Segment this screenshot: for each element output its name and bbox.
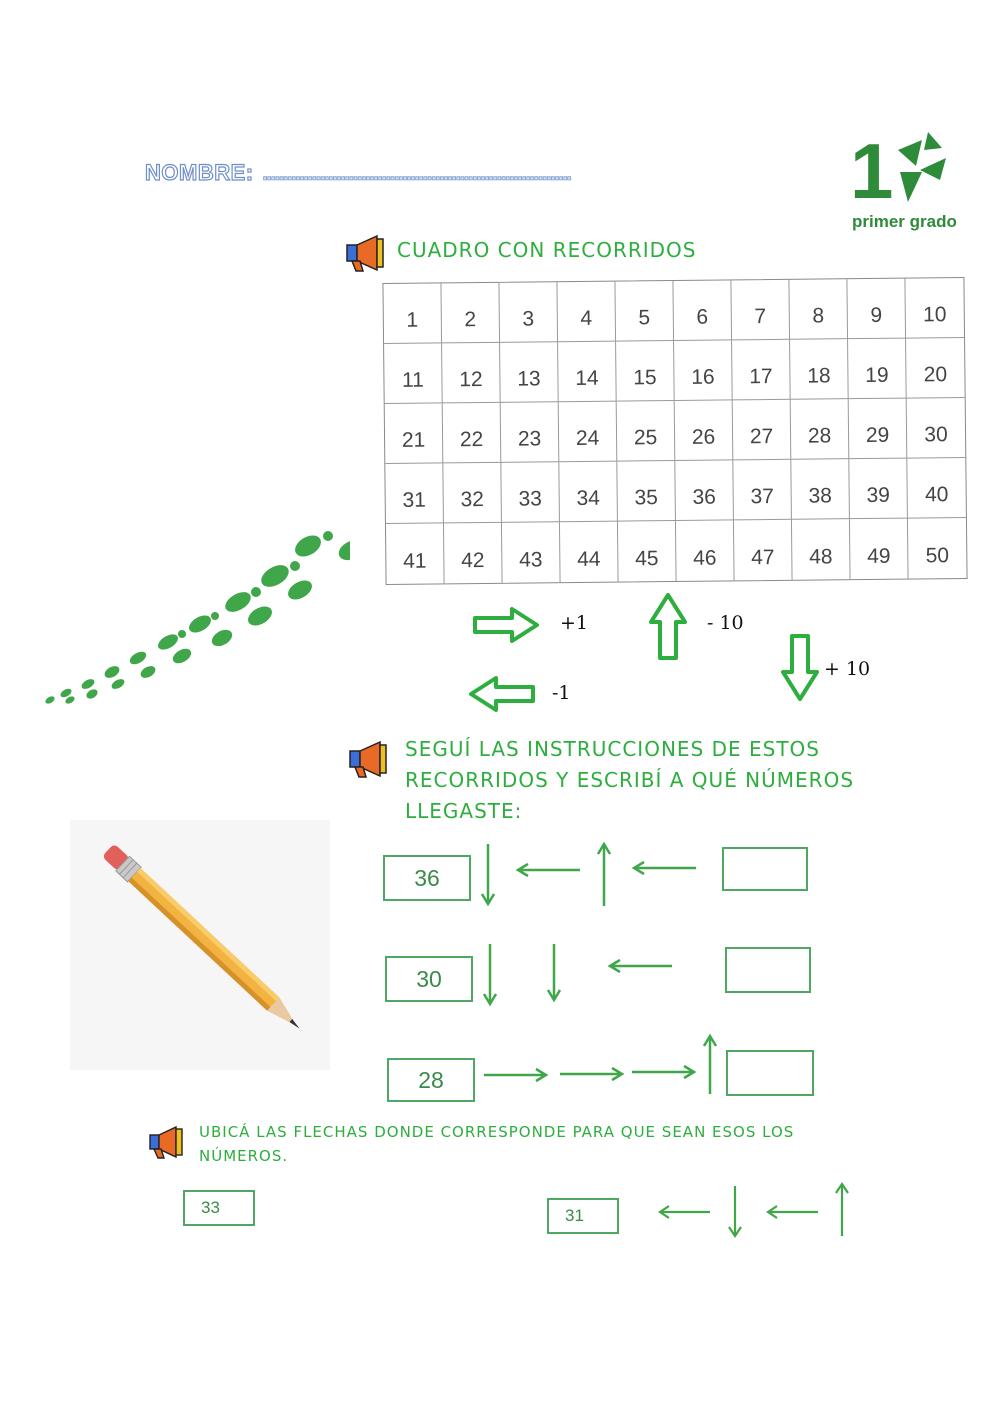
grid-cell: 30 bbox=[907, 398, 966, 459]
grid-cell: 46 bbox=[676, 520, 735, 581]
right-arrow-icon bbox=[480, 1063, 550, 1087]
section-title-cuadro: CUADRO CON RECORRIDOS bbox=[397, 238, 697, 262]
down-arrow-icon bbox=[476, 840, 500, 910]
name-label: NOMBRE: bbox=[145, 160, 254, 185]
footprints-illustration bbox=[40, 530, 350, 710]
legend-plus-one: +1 bbox=[560, 612, 589, 634]
target-box[interactable]: 33 bbox=[183, 1190, 255, 1226]
left-arrow-icon bbox=[514, 858, 584, 882]
grid-cell: 34 bbox=[559, 462, 618, 523]
grid-cell: 22 bbox=[443, 403, 502, 464]
grid-cell: 13 bbox=[500, 342, 559, 403]
megaphone-icon bbox=[346, 739, 392, 779]
start-box-ubica: 31 bbox=[547, 1198, 619, 1234]
grid-cell: 27 bbox=[733, 400, 792, 461]
grid-cell: 39 bbox=[849, 459, 908, 520]
grid-cell: 45 bbox=[618, 521, 677, 582]
grid-cell: 29 bbox=[849, 399, 908, 460]
grid-cell: 20 bbox=[906, 338, 965, 399]
start-box-1: 36 bbox=[383, 855, 471, 901]
grid-cell: 38 bbox=[791, 459, 850, 520]
left-arrow-icon bbox=[630, 856, 700, 880]
grid-cell: 16 bbox=[674, 340, 733, 401]
grid-cell: 12 bbox=[442, 343, 501, 404]
grid-cell: 41 bbox=[386, 523, 445, 584]
down-arrow-icon bbox=[478, 940, 502, 1010]
grid-cell: 8 bbox=[789, 279, 848, 340]
legend-minus-ten: - 10 bbox=[707, 612, 744, 634]
grid-cell: 24 bbox=[559, 402, 618, 463]
grid-cell: 40 bbox=[907, 458, 966, 519]
legend-plus-ten: + 10 bbox=[824, 658, 871, 680]
primer-grado-logo bbox=[850, 130, 950, 210]
grid-cell: 28 bbox=[791, 399, 850, 460]
down-arrow-icon bbox=[778, 632, 822, 704]
grid-cell: 9 bbox=[847, 279, 906, 340]
grid-cell: 2 bbox=[441, 283, 500, 344]
grid-cell: 19 bbox=[848, 339, 907, 400]
section-title-ubica: UBICÁ LAS FLECHAS DONDE CORRESPONDE PARA QUE SEAN ESOS LOS NÚMEROS. bbox=[199, 1123, 795, 1165]
grid-cell: 31 bbox=[385, 463, 444, 524]
megaphone-icon bbox=[343, 233, 389, 273]
grid-cell: 18 bbox=[790, 339, 849, 400]
grid-cell: 10 bbox=[905, 278, 964, 339]
grid-cell: 23 bbox=[501, 402, 560, 463]
down-arrow-icon bbox=[724, 1182, 746, 1240]
answer-box-2[interactable] bbox=[725, 947, 811, 993]
grid-cell: 49 bbox=[850, 519, 909, 580]
up-arrow-icon bbox=[698, 1032, 722, 1098]
answer-box-1[interactable] bbox=[722, 847, 808, 891]
grid-cell: 25 bbox=[617, 401, 676, 462]
right-arrow-icon bbox=[628, 1060, 698, 1084]
grid-cell: 43 bbox=[502, 522, 561, 583]
number-grid bbox=[382, 277, 967, 585]
grid-cell: 47 bbox=[734, 520, 793, 581]
grid-cell: 26 bbox=[675, 400, 734, 461]
grid-cell: 37 bbox=[733, 460, 792, 521]
down-arrow-icon bbox=[542, 940, 566, 1006]
grid-cell: 14 bbox=[558, 342, 617, 403]
grid-cell: 42 bbox=[444, 523, 503, 584]
grid-cell: 33 bbox=[501, 462, 560, 523]
grid-cell: 21 bbox=[385, 403, 444, 464]
grid-cell: 11 bbox=[384, 343, 443, 404]
grid-cell: 15 bbox=[616, 341, 675, 402]
grid-cell: 3 bbox=[499, 282, 558, 343]
left-arrow-icon bbox=[656, 1201, 714, 1223]
grid-cell: 36 bbox=[675, 460, 734, 521]
start-box-2: 30 bbox=[385, 956, 473, 1002]
logo-number: 1 bbox=[850, 130, 894, 210]
legend-minus-one: -1 bbox=[552, 682, 571, 704]
logo-caption: primer grado bbox=[852, 212, 957, 231]
grid-cell: 48 bbox=[792, 519, 851, 580]
up-arrow-icon bbox=[831, 1180, 853, 1240]
left-arrow-icon bbox=[606, 954, 676, 978]
grid-cell: 7 bbox=[731, 280, 790, 341]
up-arrow-icon bbox=[646, 590, 690, 662]
up-arrow-icon bbox=[592, 840, 616, 910]
grid-cell: 5 bbox=[615, 281, 674, 342]
grid-cell: 1 bbox=[383, 283, 442, 344]
start-box-3: 28 bbox=[387, 1058, 475, 1102]
section-title-instrucciones: SEGUÍ LAS INSTRUCCIONES DE ESTOS RECORRIDOS Y ESCRIBÍ A QUÉ NÚMEROS LLEGASTE: bbox=[405, 737, 855, 823]
left-arrow-icon bbox=[764, 1201, 822, 1223]
pencil-illustration bbox=[70, 820, 330, 1080]
grid-cell: 50 bbox=[925, 544, 950, 568]
answer-box-3[interactable] bbox=[726, 1050, 814, 1096]
megaphone-icon bbox=[147, 1124, 187, 1160]
grid-cell: 44 bbox=[560, 522, 619, 583]
grid-cell: 17 bbox=[732, 340, 791, 401]
name-line[interactable]: ........................................................................... bbox=[262, 160, 571, 185]
grid-cell: 32 bbox=[443, 463, 502, 524]
left-arrow-icon bbox=[466, 674, 538, 714]
grid-cell: 6 bbox=[673, 280, 732, 341]
right-arrow-icon bbox=[556, 1062, 626, 1086]
right-arrow-icon bbox=[470, 605, 542, 645]
grid-cell: 35 bbox=[617, 461, 676, 522]
grid-cell: 4 bbox=[557, 282, 616, 343]
